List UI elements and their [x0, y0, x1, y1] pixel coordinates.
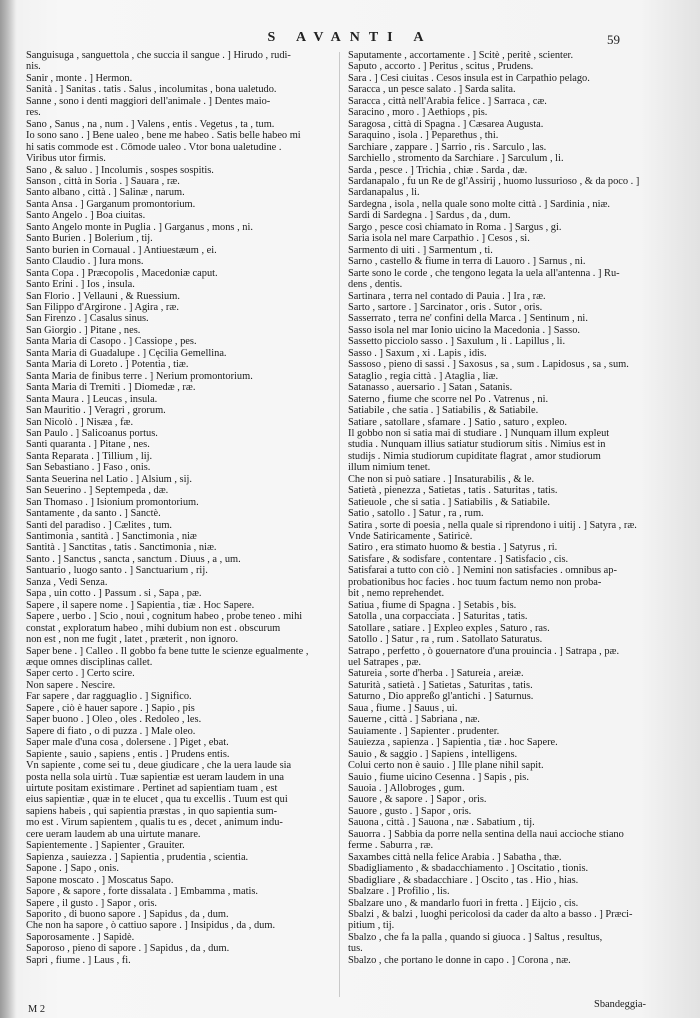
dictionary-line: San Nicolò . ] Nisæa , fæ.	[26, 416, 134, 428]
dictionary-line: San Seuerino . ] Septempeda , dæ.	[26, 485, 169, 497]
dictionary-line: nis.	[26, 61, 41, 73]
dictionary-line: Sbalzo , che portano le donne in capo . ] Corona , næ.	[348, 954, 571, 966]
dictionary-line: Sapri , fiume . ] Laus , fi.	[26, 954, 131, 966]
dictionary-line: Sasso isola nel mar Ionio uicino la Macedonia . ] Sasso.	[348, 324, 581, 336]
dictionary-line: Satolla , una corpacciata . ] Saturitas , tatis.	[348, 611, 528, 623]
dictionary-line: Sargo , pesce così chiamato in Roma . ] Sargus , gi.	[348, 221, 562, 233]
dictionary-line: hi satis commode est . Cōmode ualeo . Vtor bona ualetudine .	[26, 141, 282, 153]
dictionary-line: Sbalzare uno , & mandarlo fuori in fretta . ] Eijcio , cis.	[348, 897, 579, 909]
dictionary-line: Santa Maura . ] Leucas , insula.	[26, 393, 158, 405]
dictionary-line: Sanza , Vedi Senza.	[26, 576, 108, 588]
dictionary-line: Satieuole , che si satia . ] Satiabilis , & Satiabile.	[348, 496, 550, 508]
dictionary-line: Sardanapalus , li.	[348, 187, 420, 199]
running-head: S AVANTI A	[267, 30, 433, 45]
dictionary-line: Vnde Satiricamente , Satiricè.	[348, 531, 473, 543]
dictionary-line: Santa Maria de finibus terre . ] Nerium promontorium.	[26, 370, 253, 382]
dictionary-line: uirtute positam existimare . Pertinet ad sapientiam tuam , est	[26, 783, 278, 794]
dictionary-line: Sarchiare , zappare . ] Sarrio , ris . Sarculo , las.	[348, 141, 547, 153]
dictionary-line: Santa Maria di Loreto . ] Potentia , tiæ.	[26, 359, 189, 371]
dictionary-line: Saputo , accorto . ] Peritus , scitus , Prudens.	[348, 61, 534, 73]
dictionary-line: Sardi di Sardegna . ] Sardus , da , dum.	[348, 210, 511, 222]
dictionary-line: Sano , Sanus , na , num . ] Valens , entis . Vegetus , ta , tum.	[26, 118, 275, 130]
dictionary-line: dens , dentis.	[348, 279, 403, 291]
dictionary-line: Satureia , sorte d'herba . ] Satureia , areiæ.	[348, 668, 524, 680]
dictionary-line: Saporoso , pieno di sapore . ] Sapidus , da , dum.	[26, 943, 230, 955]
dictionary-line: Santi del paradiso . ] Cælites , tum.	[26, 519, 173, 531]
dictionary-line: Santo . ] Sanctus , sancta , sanctum . Diuus , a , um.	[26, 553, 241, 565]
dictionary-line: Sbalzi , & balzi , luoghi pericolosi da cader da alto a basso . ] Præci-	[348, 908, 633, 920]
dictionary-line: Sapientemente . ] Sapienter , Grauiter.	[26, 840, 185, 852]
dictionary-line: Satio , satollo . ] Satur , ra , rum.	[348, 508, 484, 520]
dictionary-line: Sartinara , terra nel contado di Pauia . ] Ira , ræ.	[348, 290, 546, 302]
dictionary-line: pitium , tij.	[348, 920, 395, 932]
dictionary-line: Sapere , il sapere nome . ] Sapientia , tiæ . Hoc Sapere.	[26, 599, 255, 611]
right-column	[348, 50, 670, 966]
dictionary-line: Santamente , da santo . ] Sanctè.	[26, 508, 161, 520]
dictionary-line: Santo Claudio . ] Iura mons.	[26, 256, 144, 268]
dictionary-line: Santa Ansa . ] Garganum promontorium.	[26, 198, 196, 210]
dictionary-line: Sauorra . ] Sabbia da porre nella sentina della naui accioche stiano	[348, 828, 624, 840]
dictionary-line: Sasso . ] Saxum , xi . Lapis , idis.	[348, 347, 487, 359]
dictionary-line: San Thomaso . ] Isionium promontorium.	[26, 496, 199, 508]
dictionary-line: Santa Maria di Guadalupe . ] Cęcilia Gemellina.	[26, 347, 227, 359]
dictionary-line: San Giorgio . ] Pitane , nes.	[26, 324, 141, 336]
dictionary-line: Sauiezza , sapienza . ] Sapientia , tiæ . hoc Sapere.	[348, 737, 558, 749]
dictionary-line: Satiua , fiume di Spagna . ] Setabis , bis.	[348, 599, 517, 611]
dictionary-line: Sarda , pesce . ] Trichia , chiæ . Sarda , dæ.	[348, 164, 528, 176]
dictionary-line: Sauona , città . ] Sauona , næ . Sabatium , tij.	[348, 817, 535, 829]
dictionary-line: Sarto , sartore . ] Sarcinator , oris . Sutor , oris.	[348, 301, 543, 313]
dictionary-line: Saturno , Dio appreßo gl'antichi . ] Saturnus.	[348, 691, 534, 703]
dictionary-line: Viribus utor firmis.	[26, 153, 106, 165]
dictionary-line: Sassetto picciolo sasso . ] Saxulum , li . Lapillus , li.	[348, 336, 566, 348]
dictionary-line: studijs . Nimia studiorum cupiditate flagrat , amor studiorum	[348, 450, 601, 462]
dictionary-line: Sanità . ] Sanitas . tatis . Salus , incolumitas , bona ualetudo.	[26, 84, 277, 96]
dictionary-line: Sanson , città in Soria . ] Sauara , ræ.	[26, 175, 180, 187]
dictionary-line: Sanne , sono i denti maggiori dell'animale . ] Dentes maio-	[26, 95, 271, 107]
dictionary-line: constat , exploratum habeo , mihi dubium non est . obscurum	[26, 622, 281, 634]
signature-mark: M 2	[28, 1004, 46, 1015]
dictionary-line: Santo Erini . ] Ios , insula.	[26, 279, 135, 291]
dictionary-line: Sauiamente . ] Sapienter . prudenter.	[348, 725, 500, 737]
dictionary-line: æque omnes disciplinas callet.	[26, 657, 153, 669]
dictionary-line: Sbalzo , che fa la palla , quando si giuoca . ] Saltus , resultus,	[348, 931, 603, 943]
dictionary-line: Saper bene . ] Calleo . Il gobbo fa bene tutte le scienze egualmente ,	[26, 645, 309, 657]
dictionary-line: non est , non me fugit , latet , præterit , non ignoro.	[26, 634, 239, 646]
dictionary-line: Satiro , era stimato huomo & bestia . ] Satyrus , ri.	[348, 542, 558, 554]
dictionary-line: Santa Maria di Casopo . ] Cassiope , pes.	[26, 336, 197, 348]
dictionary-line: Saterno , fiume che scorre nel Po . Vatrenus , ni.	[348, 393, 549, 405]
dictionary-line: Satollare , satiare . ] Expleo exples , Saturo , ras.	[348, 622, 550, 634]
dictionary-line: San Filippo d'Argirone . ] Agira , ræ.	[26, 301, 179, 313]
dictionary-line: Saporito , di buono sapore . ] Sapidus , da , dum.	[26, 908, 229, 920]
dictionary-line: Sara . ] Cesi ciuitas . Cesos insula est in Carpathio pelago.	[348, 72, 590, 84]
page-gutter-shadow	[0, 0, 16, 1018]
dictionary-line: Saracca , un pesce salato . ] Sarda salita.	[348, 84, 516, 96]
dictionary-line: Sarmento di uiti . ] Sarmentum , ti.	[348, 244, 493, 256]
dictionary-line: Saper male d'una cosa , dolersene . ] Piget , ebat.	[26, 737, 229, 749]
dictionary-line: Sardanapalo , fu un Re de gl'Assirij , huomo lussurioso , & da poco . ]	[348, 175, 640, 187]
dictionary-line: posta nella sola uirtù . Tuæ sapientiæ est ueram laudem in una	[26, 771, 284, 783]
dictionary-line: Sauio , & saggio . ] Sapiens , intelligens.	[348, 748, 518, 760]
dictionary-line: Santa Copa . ] Præcopolis , Macedoniæ caput.	[26, 267, 218, 279]
dictionary-line: Far sapere , dar ragguaglio . ] Significo.	[26, 691, 192, 703]
dictionary-line: Sasserrato , terra ne' confini della Marca . ] Sentinum , ni.	[348, 313, 588, 325]
dictionary-line: Sauio , fiume uicino Cesenna . ] Sapis , pis.	[348, 771, 529, 783]
dictionary-line: Satollo . ] Satur , ra , rum . Satollato Saturatus.	[348, 634, 543, 646]
dictionary-line: Sarno , castello & fiume in terra di Lauoro . ] Sarnus , ni.	[348, 256, 586, 268]
dictionary-line: Sapienza , sauiezza . ] Sapientia , prudentia , scientia.	[26, 851, 249, 863]
dictionary-line: Sapiente , sauio , sapiens , entis . ] Prudens entis.	[26, 748, 230, 760]
dictionary-line: cere ueram laudem ab una uirtute manare.	[26, 828, 201, 840]
dictionary-line: Satiare , satollare , sfamare . ] Satio , saturo , expleo.	[348, 416, 567, 428]
dictionary-line: Sapone . ] Sapo , onis.	[26, 863, 119, 875]
dictionary-line: Satisfarai a tutto con ciò . ] Nemini non satisfacies . omnibus ap-	[348, 565, 617, 577]
dictionary-line: Sanir , monte . ] Hermon.	[26, 72, 133, 84]
dictionary-line: Sbalzare . ] Profilio , lis.	[348, 886, 450, 898]
dictionary-line: uel Satrapes , pæ.	[348, 657, 422, 669]
dictionary-line: Il gobbo non si satia mai di studiare . ] Nunquam illum expleut	[348, 427, 610, 439]
dictionary-line: Sauore , gusto . ] Sapor , oris.	[348, 805, 472, 817]
dictionary-line: studia . Nunquam illius satiatur studiorum sitis . Nimius est in	[348, 439, 606, 451]
dictionary-line: Satisfare , & sodisfare , contentare . ] Satisfacio , cis.	[348, 553, 569, 565]
dictionary-line: Sardegna , isola , nella quale sono molte città . ] Sardinia , niæ.	[348, 198, 611, 210]
dictionary-line: San Firenzo . ] Casalus sinus.	[26, 313, 149, 325]
dictionary-line: Sataglio , regia città . ] Ataglia , liæ.	[348, 370, 499, 382]
dictionary-line: Vn sapiente , come sei tu , deue giudicare , che la uera laude sia	[26, 760, 292, 772]
dictionary-line: sapiens habeis , qui sapientia præstas , in quo sapientia sum-	[26, 805, 278, 817]
dictionary-line: Santità . ] Sanctitas , tatis . Sanctimonia , niæ.	[26, 542, 217, 554]
dictionary-line: Santa Reparata . ] Tillium , lij.	[26, 450, 153, 462]
dictionary-line: Sapone moscato . ] Moscatus Sapo.	[26, 874, 174, 886]
dictionary-line: Saraquino , isola . ] Peparethus , thi.	[348, 130, 499, 142]
dictionary-line: Santi quaranta . ] Pitane , nes.	[26, 439, 150, 451]
dictionary-line: ferme . Saburra , ræ.	[348, 840, 434, 852]
dictionary-line: tus.	[348, 943, 363, 955]
dictionary-line: Saper certo . ] Certo scire.	[26, 668, 135, 680]
dictionary-line: Satanasso , auersario . ] Satan , Satanis.	[348, 382, 513, 394]
dictionary-line: Santo Angelo monte in Puglia . ] Garganus , mons , ni.	[26, 221, 253, 233]
dictionary-line: Sarchiello , stromento da Sarchiare . ] Sarculum , li.	[348, 153, 564, 165]
dictionary-line: San Sebastiano . ] Faso , onis.	[26, 462, 151, 474]
dictionary-line: Che non si può satiare . ] Insaturabilis , & le.	[348, 473, 535, 485]
dictionary-line: Sassoso , pieno di sassi . ] Saxosus , sa , sum . Lapidosus , sa , sum.	[348, 359, 629, 371]
dictionary-line: Satrapo , perfetto , ò gouernatore d'una prouincia . ] Satrapa , pæ.	[348, 645, 620, 657]
dictionary-line: Sano , & saluo . ] Incolumis , sospes sospitis.	[26, 164, 214, 176]
dictionary-line: Saua , fiume . ] Sauus , ui.	[348, 702, 458, 714]
dictionary-line: Saragosa , città di Spagna . ] Cæsarea Augusta.	[348, 118, 544, 130]
dictionary-line: Saracino , moro . ] Aethiops , pis.	[348, 107, 488, 119]
dictionary-line: res.	[26, 107, 41, 119]
dictionary-line: Saper buono . ] Oleo , oles . Redoleo , les.	[26, 714, 202, 726]
dictionary-line: Colui certo non è sauio . ] Ille plane nihil sapit.	[348, 760, 544, 772]
dictionary-line: Sapere , uerbo . ] Scio , noui , cognitum habeo , probe teneo . mihi	[26, 611, 303, 623]
dictionary-line: eius sapientiæ , quæ in te elucet , qua tu excellis . Tuum est qui	[26, 794, 288, 806]
dictionary-line: Santo albano , città . ] Salinæ , narum.	[26, 187, 185, 199]
dictionary-line: Che non ha sapore , ò cattiuo sapore . ] Insipidus , da , dum.	[26, 920, 276, 932]
dictionary-line: Santa Maria di Tremiti . ] Diomedæ , ræ.	[26, 382, 196, 394]
dictionary-line: Saria isola nel mare Carpathio . ] Cesos , si.	[348, 233, 530, 245]
dictionary-line: Saxambes città nella felice Arabia . ] Sabatha , thæ.	[348, 851, 562, 863]
dictionary-line: Santimonia , santità . ] Sanctimonia , niæ	[26, 531, 197, 543]
dictionary-line: Santo Angelo . ] Boa ciuitas.	[26, 210, 146, 222]
dictionary-line: bit , nemo reprehendet.	[348, 588, 445, 600]
dictionary-line: Santa Seuerina nel Latio . ] Alsium , sij.	[26, 473, 192, 485]
dictionary-line: Saporosamente . ] Sapidè.	[26, 931, 135, 943]
dictionary-line: San Florio . ] Vellauni , & Ruessium.	[26, 290, 180, 302]
dictionary-line: Io sono sano . ] Bene ualeo , bene me habeo . Satis belle habeo mi	[26, 130, 301, 142]
dictionary-line: Non sapere . Nescire.	[26, 679, 116, 691]
left-column	[26, 50, 344, 966]
dictionary-line: Sarte sono le corde , che tengono legata la uela all'antenna . ] Ru-	[348, 267, 620, 279]
dictionary-line: Sbadigliare , & sbadacchiare . ] Oscito , tas . Hio , hias.	[348, 874, 579, 886]
dictionary-line: Satiabile , che satia . ] Satiabilis , & Satiabile.	[348, 405, 539, 417]
dictionary-line: Saturità , satietà . ] Satietas , Saturitas , tatis.	[348, 679, 533, 691]
dictionary-line: Satira , sorte di poesia , nella quale si riprendono i uitij . ] Satyra , ræ.	[348, 519, 637, 531]
dictionary-line: San Mauritio . ] Veragri , grorum.	[26, 405, 166, 417]
dictionary-line: Sapore , & sapore , forte dissalata . ] Embamma , matis.	[26, 886, 258, 898]
catchword: Sbandeggia-	[594, 999, 646, 1010]
column-divider	[339, 52, 340, 997]
dictionary-line: Sauore , & sapore . ] Sapor , oris.	[348, 794, 487, 806]
dictionary-line: Sauoia . ] Allobroges , gum.	[348, 783, 465, 794]
dictionary-line: Sapere di fiato , o di puzza . ] Male oleo.	[26, 725, 196, 737]
dictionary-line: Saputamente , accortamente . ] Scitè , peritè , scienter.	[348, 50, 574, 61]
dictionary-line: Santo burien in Cornaual . ] Antiuestæum , ei.	[26, 244, 217, 256]
dictionary-line: Sbadigliamento , & sbadacchiamento . ] Oscitatio , tionis.	[348, 863, 589, 875]
dictionary-line: illum nimium tenet.	[348, 462, 431, 474]
dictionary-line: probationibus hoc facies . hoc tuum factum nemo non proba-	[348, 576, 602, 588]
dictionary-line: Sauerne , città . ] Sabriana , næ.	[348, 714, 480, 726]
dictionary-line: Sapere , il gusto . ] Sapor , oris.	[26, 897, 158, 909]
dictionary-line: Sapere , ciò è hauer sapore . ] Sapio , pis	[26, 702, 195, 714]
dictionary-line: Saracca , città nell'Arabia felice . ] Sarraca , cæ.	[348, 95, 547, 107]
dictionary-line: Sanguisuga , sanguettola , che succia il sangue . ] Hirudo , rudi-	[26, 50, 291, 61]
dictionary-line: Sapa , uin cotto . ] Passum . si , Sapa , pæ.	[26, 588, 202, 600]
dictionary-line: Santo Burien . ] Bolerium , tij.	[26, 233, 153, 245]
page-number: 59	[607, 32, 620, 47]
dictionary-line: mo est . Virum sapientem , qualis tu es , decet , animum indu-	[26, 817, 283, 829]
dictionary-line: San Paulo . ] Salicoanus portus.	[26, 427, 158, 439]
dictionary-line: Satietà , pienezza , Satietas , tatis . Saturitas , tatis.	[348, 485, 558, 497]
dictionary-line: Santuario , luogo santo . ] Sanctuarium , rij.	[26, 565, 208, 577]
